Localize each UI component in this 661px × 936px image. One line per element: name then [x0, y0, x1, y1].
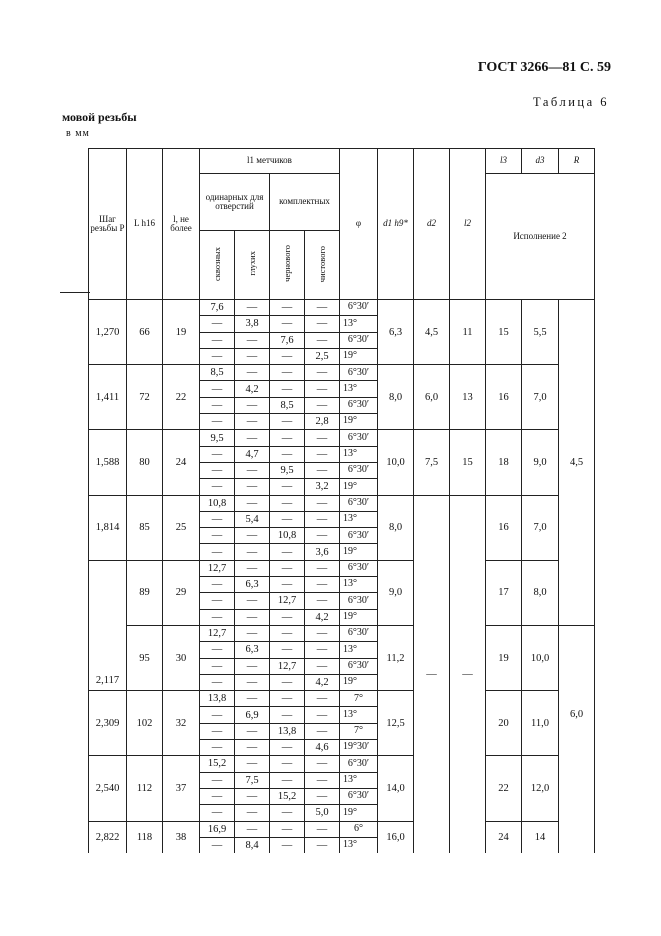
l2-merged-cell: — — [450, 495, 486, 853]
l1-cell: 3,8 — [235, 316, 270, 332]
l1-cell: — — [200, 723, 235, 739]
l1-cell: — — [235, 495, 270, 511]
l1-cell: — — [235, 560, 270, 576]
L-cell: 72 — [127, 365, 163, 430]
l1-cell: — — [270, 756, 305, 772]
l1-cell: — — [235, 821, 270, 837]
l3-cell: 24 — [486, 821, 522, 853]
d3-cell: 9,0 — [522, 430, 559, 495]
d3-cell: 10,0 — [522, 625, 559, 690]
pitch-cell: 2,117 — [89, 560, 127, 690]
d1-cell: 11,2 — [378, 625, 414, 690]
col-rough: чернового — [270, 231, 305, 300]
angle-cell: 6°30′ — [340, 658, 378, 674]
l3-cell: 17 — [486, 560, 522, 625]
l1-cell: — — [305, 381, 340, 397]
angle-cell: 6°30′ — [340, 560, 378, 576]
l1-cell: — — [270, 772, 305, 788]
d1-cell: 8,0 — [378, 495, 414, 560]
l1-cell: — — [235, 625, 270, 641]
l1-cell: — — [305, 332, 340, 348]
l1-cell: — — [305, 462, 340, 478]
l1-cell: — — [235, 414, 270, 430]
l-cell: 29 — [163, 560, 200, 625]
l1-cell: — — [305, 430, 340, 446]
d3-cell: 8,0 — [522, 560, 559, 625]
l1-cell: 12,7 — [270, 593, 305, 609]
l1-cell: — — [200, 740, 235, 756]
l1-cell: — — [270, 495, 305, 511]
pitch-cell: 2,822 — [89, 821, 127, 853]
l1-cell: — — [270, 544, 305, 560]
l1-cell: — — [235, 723, 270, 739]
angle-cell: 13° — [340, 837, 378, 853]
l1-cell: — — [305, 593, 340, 609]
l1-cell: 12,7 — [270, 658, 305, 674]
l1-cell: — — [235, 430, 270, 446]
l1-cell: 3,2 — [305, 479, 340, 495]
pitch-cell: 2,540 — [89, 756, 127, 821]
l1-cell: — — [270, 479, 305, 495]
l1-cell: — — [200, 528, 235, 544]
l1-cell: — — [270, 430, 305, 446]
l3-cell: 18 — [486, 430, 522, 495]
document-id: ГОСТ 3266—81 С. 59 — [477, 60, 611, 75]
l1-cell: — — [200, 772, 235, 788]
l1-cell: — — [270, 625, 305, 641]
col-execution: Исполнение 2 — [486, 174, 595, 300]
l1-cell: — — [305, 772, 340, 788]
l1-cell: — — [200, 593, 235, 609]
L-cell: 95 — [127, 625, 163, 690]
d1-cell: 9,0 — [378, 560, 414, 625]
l1-cell: 12,7 — [200, 560, 235, 576]
L-cell: 118 — [127, 821, 163, 853]
pitch-cell: 1,588 — [89, 430, 127, 495]
l1-cell: 8,4 — [235, 837, 270, 853]
angle-cell: 6°30′ — [340, 300, 378, 316]
l1-cell: 4,7 — [235, 446, 270, 462]
d1-cell: 8,0 — [378, 365, 414, 430]
l2-cell: 11 — [450, 300, 486, 365]
angle-cell: 6°30′ — [340, 756, 378, 772]
l1-cell: — — [235, 740, 270, 756]
col-l2: l2 — [450, 149, 486, 300]
angle-cell: 6°30′ — [340, 593, 378, 609]
l1-cell: — — [270, 837, 305, 853]
l1-cell: 7,6 — [270, 332, 305, 348]
l1-cell: — — [200, 544, 235, 560]
pitch-cell: 1,270 — [89, 300, 127, 365]
d1-cell: 10,0 — [378, 430, 414, 495]
L-cell: 89 — [127, 560, 163, 625]
l1-cell: — — [235, 805, 270, 821]
table-row — [89, 365, 595, 381]
angle-cell: 19° — [340, 348, 378, 364]
l1-cell: — — [200, 658, 235, 674]
l1-cell: — — [305, 560, 340, 576]
col-d2: d2 — [414, 149, 450, 300]
l1-cell: — — [270, 805, 305, 821]
col-d3: d3 — [522, 149, 559, 174]
angle-cell: 19° — [340, 674, 378, 690]
angle-cell: 19° — [340, 414, 378, 430]
angle-cell: 6°30′ — [340, 365, 378, 381]
angle-cell: 6°30′ — [340, 528, 378, 544]
l1-cell: 8,5 — [270, 397, 305, 413]
l1-cell: 15,2 — [200, 756, 235, 772]
col-d1: d1 h9* — [378, 149, 414, 300]
d1-cell: 16,0 — [378, 821, 414, 853]
angle-cell: 19°30′ — [340, 740, 378, 756]
l1-cell: 4,2 — [305, 674, 340, 690]
table-row — [89, 625, 595, 641]
l1-cell: — — [270, 674, 305, 690]
l1-cell: — — [200, 397, 235, 413]
l1-cell: — — [200, 707, 235, 723]
l1-cell: — — [235, 397, 270, 413]
l1-cell: — — [305, 821, 340, 837]
angle-cell: 6°30′ — [340, 462, 378, 478]
col-L: L h16 — [127, 149, 163, 300]
l1-cell: — — [235, 365, 270, 381]
d2-cell: 6,0 — [414, 365, 450, 430]
l1-cell: — — [235, 462, 270, 478]
R-bottom-cell: 6,0 — [559, 625, 595, 853]
angle-cell: 6°30′ — [340, 397, 378, 413]
l1-cell: — — [270, 691, 305, 707]
l1-cell: 13,8 — [270, 723, 305, 739]
pitch-cell: 1,411 — [89, 365, 127, 430]
d2-merged-cell: — — [414, 495, 450, 853]
table-row — [89, 560, 595, 576]
l1-cell: — — [305, 300, 340, 316]
l1-cell: 10,8 — [270, 528, 305, 544]
angle-cell: 13° — [340, 772, 378, 788]
l1-cell: — — [270, 300, 305, 316]
l2-cell: 13 — [450, 365, 486, 430]
angle-cell: 13° — [340, 707, 378, 723]
angle-cell: 6°30′ — [340, 625, 378, 641]
table-row — [89, 756, 595, 772]
l1-cell: — — [270, 577, 305, 593]
l1-cell: — — [305, 723, 340, 739]
l1-cell: 16,9 — [200, 821, 235, 837]
L-cell: 102 — [127, 691, 163, 756]
l1-cell: — — [305, 756, 340, 772]
l1-cell: — — [235, 348, 270, 364]
l1-cell: 5,4 — [235, 511, 270, 527]
l1-cell: — — [305, 788, 340, 804]
l1-cell: — — [200, 609, 235, 625]
l1-cell: — — [235, 593, 270, 609]
l1-cell: — — [305, 577, 340, 593]
col-l: l, не более — [163, 149, 200, 300]
l1-cell: — — [270, 348, 305, 364]
l1-cell: — — [200, 348, 235, 364]
l1-cell: — — [200, 805, 235, 821]
l1-cell: 5,0 — [305, 805, 340, 821]
angle-cell: 19° — [340, 544, 378, 560]
l1-cell: — — [200, 837, 235, 853]
pitch-cell: 1,814 — [89, 495, 127, 560]
l-cell: 38 — [163, 821, 200, 853]
angle-cell: 6°30′ — [340, 788, 378, 804]
l3-cell: 22 — [486, 756, 522, 821]
L-cell: 80 — [127, 430, 163, 495]
l1-cell: — — [200, 642, 235, 658]
l1-cell: — — [305, 837, 340, 853]
angle-cell: 19° — [340, 805, 378, 821]
l1-cell: — — [235, 528, 270, 544]
l1-cell: — — [235, 609, 270, 625]
l1-cell: — — [305, 495, 340, 511]
l1-cell: — — [235, 300, 270, 316]
col-R: R — [559, 149, 595, 174]
table-left-rule — [60, 292, 90, 293]
d3-cell: 7,0 — [522, 495, 559, 560]
l1-cell: — — [270, 707, 305, 723]
l1-cell: — — [270, 365, 305, 381]
l1-cell: — — [235, 332, 270, 348]
l1-cell: 13,8 — [200, 691, 235, 707]
l1-cell: — — [200, 462, 235, 478]
table-row — [89, 300, 595, 316]
l1-cell: 15,2 — [270, 788, 305, 804]
d1-cell: 12,5 — [378, 691, 414, 756]
table-row — [89, 821, 595, 837]
l3-cell: 19 — [486, 625, 522, 690]
d2-cell: 7,5 — [414, 430, 450, 495]
l1-cell: — — [235, 691, 270, 707]
angle-cell: 6°30′ — [340, 495, 378, 511]
d1-cell: 6,3 — [378, 300, 414, 365]
angle-cell: 7° — [340, 691, 378, 707]
l-cell: 32 — [163, 691, 200, 756]
angle-cell: 13° — [340, 316, 378, 332]
l1-cell: — — [270, 381, 305, 397]
d3-cell: 5,5 — [522, 300, 559, 365]
l1-cell: — — [200, 381, 235, 397]
angle-cell: 13° — [340, 446, 378, 462]
l1-cell: — — [305, 691, 340, 707]
l-cell: 19 — [163, 300, 200, 365]
l1-cell: — — [235, 788, 270, 804]
l1-cell: 6,3 — [235, 577, 270, 593]
l1-cell: — — [270, 609, 305, 625]
l-cell: 22 — [163, 365, 200, 430]
l1-cell: 3,6 — [305, 544, 340, 560]
d3-cell: 7,0 — [522, 365, 559, 430]
l-cell: 25 — [163, 495, 200, 560]
l1-cell: 4,6 — [305, 740, 340, 756]
d3-cell: 12,0 — [522, 756, 559, 821]
l1-cell: 7,6 — [200, 300, 235, 316]
l1-cell: — — [305, 316, 340, 332]
L-cell: 66 — [127, 300, 163, 365]
l3-cell: 20 — [486, 691, 522, 756]
l1-cell: 6,9 — [235, 707, 270, 723]
angle-cell: 6° — [340, 821, 378, 837]
l1-cell: 8,5 — [200, 365, 235, 381]
l1-cell: 2,8 — [305, 414, 340, 430]
l1-cell: — — [235, 658, 270, 674]
d3-cell: 14 — [522, 821, 559, 853]
l1-cell: — — [270, 414, 305, 430]
l1-cell: — — [270, 316, 305, 332]
l3-cell: 16 — [486, 495, 522, 560]
l1-cell: — — [305, 397, 340, 413]
l1-cell: 4,2 — [235, 381, 270, 397]
l1-cell: — — [270, 446, 305, 462]
l1-cell: — — [200, 674, 235, 690]
l-cell: 24 — [163, 430, 200, 495]
angle-cell: 13° — [340, 381, 378, 397]
l1-cell: 4,2 — [305, 609, 340, 625]
col-blind: глухих — [235, 231, 270, 300]
table-number: Таблица 6 — [533, 95, 609, 109]
col-pitch: Шаг резьбы P — [89, 149, 127, 300]
l1-cell: 10,8 — [200, 495, 235, 511]
l1-cell: — — [305, 625, 340, 641]
l1-cell: — — [305, 511, 340, 527]
l1-cell: — — [235, 756, 270, 772]
col-l1-group: l1 метчиков — [200, 149, 340, 174]
l1-cell: — — [200, 511, 235, 527]
col-l3: l3 — [486, 149, 522, 174]
l1-cell: — — [270, 560, 305, 576]
units-label: в мм — [66, 128, 90, 139]
L-cell: 112 — [127, 756, 163, 821]
angle-cell: 6°30′ — [340, 332, 378, 348]
l1-cell: — — [235, 544, 270, 560]
d3-cell: 11,0 — [522, 691, 559, 756]
pitch-cell: 2,309 — [89, 691, 127, 756]
table-row — [89, 495, 595, 511]
angle-cell: 6°30′ — [340, 430, 378, 446]
l1-cell: — — [200, 414, 235, 430]
l1-cell: — — [235, 674, 270, 690]
l1-cell: — — [305, 365, 340, 381]
l1-cell: 6,3 — [235, 642, 270, 658]
R-top-cell: 4,5 — [559, 300, 595, 626]
l2-cell: 15 — [450, 430, 486, 495]
d2-cell: 4,5 — [414, 300, 450, 365]
l1-cell: — — [305, 658, 340, 674]
angle-cell: 13° — [340, 642, 378, 658]
l1-cell: — — [270, 511, 305, 527]
l-cell: 37 — [163, 756, 200, 821]
l1-cell: — — [200, 446, 235, 462]
l1-cell: — — [270, 740, 305, 756]
l1-cell: — — [200, 316, 235, 332]
l1-cell: — — [200, 479, 235, 495]
l1-cell: — — [200, 788, 235, 804]
L-cell: 85 — [127, 495, 163, 560]
col-single: одинарных для отверстий — [200, 174, 270, 231]
l1-cell: 2,5 — [305, 348, 340, 364]
angle-cell: 19° — [340, 609, 378, 625]
angle-cell: 13° — [340, 511, 378, 527]
l1-cell: — — [200, 332, 235, 348]
l1-cell: — — [235, 479, 270, 495]
table-row — [89, 691, 595, 707]
l1-cell: 9,5 — [270, 462, 305, 478]
table-row — [89, 430, 595, 446]
l1-cell: 9,5 — [200, 430, 235, 446]
col-finish: чистового — [305, 231, 340, 300]
l1-cell: — — [270, 821, 305, 837]
l3-cell: 16 — [486, 365, 522, 430]
l1-cell: 7,5 — [235, 772, 270, 788]
l1-cell: — — [200, 577, 235, 593]
table-title-fragment: мовой резьбы — [62, 110, 137, 124]
col-through: сквозных — [200, 231, 235, 300]
col-phi: φ — [340, 149, 378, 300]
table-body — [89, 300, 595, 854]
l1-cell: — — [305, 446, 340, 462]
l1-cell: — — [305, 707, 340, 723]
thread-tap-table — [88, 148, 595, 853]
l1-cell: — — [270, 642, 305, 658]
angle-cell: 19° — [340, 479, 378, 495]
col-complete: комплектных — [270, 174, 340, 231]
l3-cell: 15 — [486, 300, 522, 365]
d1-cell: 14,0 — [378, 756, 414, 821]
angle-cell: 7° — [340, 723, 378, 739]
l-cell: 30 — [163, 625, 200, 690]
l1-cell: — — [305, 528, 340, 544]
l1-cell: 12,7 — [200, 625, 235, 641]
angle-cell: 13° — [340, 577, 378, 593]
l1-cell: — — [305, 642, 340, 658]
